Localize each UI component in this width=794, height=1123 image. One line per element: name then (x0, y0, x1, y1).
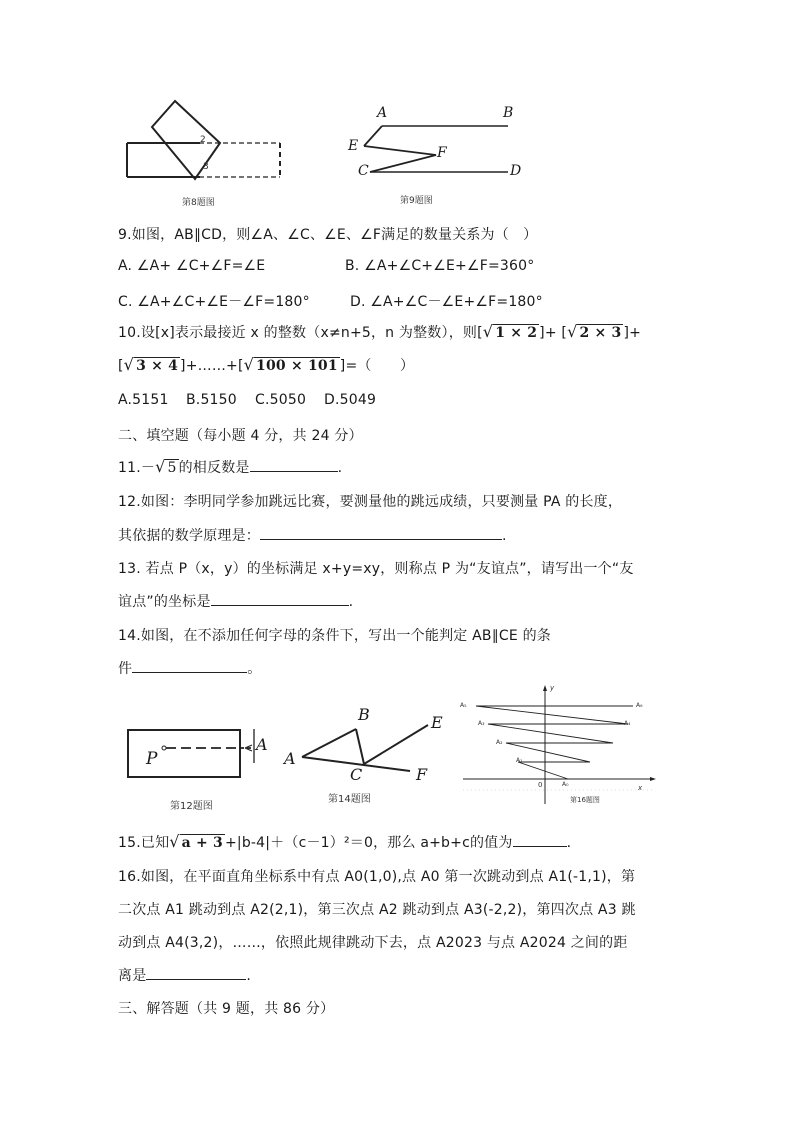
question-10-mid-3: ]+……+[ (180, 358, 244, 374)
figure-12 (120, 715, 280, 815)
sqrt-1x2: √ 1 × 2 (482, 322, 538, 341)
figure-16-caption: 第16题图 (570, 796, 600, 804)
figure-14-label-C: C (350, 765, 363, 784)
figure-14 (280, 705, 460, 810)
question-16-line-3: 动到点 A4(3,2)，……，依照此规律跳动下去，点 A2023 与点 A2024 之间的距 (118, 935, 628, 951)
figure-16-label-A3: A₃ (478, 720, 485, 727)
question-15-end: . (566, 835, 572, 851)
question-12-line-2 (118, 525, 507, 545)
question-9-option-d: D. ∠A+∠C－∠E+∠F=180° (350, 294, 543, 310)
question-12-line-1: 12.如图：李明同学参加跳远比赛，要测量他的跳远成绩，只要测量 PA 的长度， (118, 494, 623, 510)
question-10-mid-2: ]+ (623, 325, 642, 341)
section-2-heading: 二、填空题（每小题 4 分，共 24 分） (118, 428, 363, 444)
question-15-suffix: +|b-4|＋（c－1）²＝0，那么 a+b+c的值为 (224, 835, 513, 851)
answer-blank-16[interactable] (146, 965, 246, 980)
figure-8 (120, 95, 295, 208)
question-14-line-2 (118, 658, 261, 678)
figure-14-label-A: A (284, 749, 296, 768)
question-11-suffix: 的相反数是 (178, 460, 250, 476)
figure-14-label-E: E (431, 713, 443, 732)
figure-16-label-A1: A₁ (516, 757, 523, 764)
question-11-end: . (337, 460, 343, 476)
question-13-end: . (348, 594, 354, 610)
question-16-line-2: 二次点 A1 跳动到点 A2(2,1)，第三次点 A2 跳动到点 A3(-2,2)，第四次点 A3 跳 (118, 902, 636, 918)
question-14-line-1: 14.如图，在不添加任何字母的条件下，写出一个能判定 AB∥CE 的条 (118, 628, 551, 644)
figure-8-angle-2: 2 (200, 135, 206, 145)
question-10-suffix: ]=（ ） (339, 358, 415, 374)
figure-16-y-axis-label: y (550, 684, 555, 692)
figure-16-label-A2: A₂ (496, 739, 503, 746)
figure-9-label-E: E (348, 138, 359, 154)
question-13-line-2 (118, 591, 353, 611)
figure-9-caption: 第9题图 (400, 196, 433, 206)
question-16-line-4-text: 离是 (118, 968, 147, 984)
figure-14-label-B: B (358, 705, 370, 724)
question-14-end: 。 (247, 661, 262, 677)
question-10-line-1 (118, 322, 641, 342)
sqrt-2x3: √ 2 × 3 (567, 322, 622, 341)
figure-9-label-C: C (358, 163, 369, 179)
figure-14-caption: 第14题图 (328, 794, 371, 805)
question-10-line-2-prefix: [ (118, 358, 124, 374)
figure-16-diagram (458, 682, 658, 807)
question-10-mid-1: ]+ [ (539, 325, 568, 341)
sqrt-5: √ 5 (155, 457, 177, 476)
question-12-line-2-text: 其依据的数学原理是： (118, 528, 260, 544)
question-15-prefix: 15.已知 (118, 835, 170, 851)
question-16-line-1: 16.如图，在平面直角坐标系中有点 A0(1,0),点 A0 第一次跳动到点 A1(-1,1)，第 (118, 869, 636, 885)
question-11 (118, 457, 342, 477)
figure-9-label-D: D (510, 163, 522, 179)
answer-blank-14[interactable] (132, 658, 247, 673)
figure-16 (458, 682, 658, 812)
figure-9-label-F: F (437, 145, 447, 161)
figure-16-label-A0: A₀ (562, 781, 569, 788)
question-13-line-2-text: 谊点”的坐标是 (118, 594, 211, 610)
question-16-end: . (246, 968, 252, 984)
figure-12-caption: 第12题图 (170, 801, 213, 812)
question-11-prefix: 11.－ (118, 460, 156, 476)
figure-9 (340, 100, 540, 208)
question-10-options (118, 392, 376, 408)
question-10-option-a: A.5151 (118, 392, 169, 408)
question-10-option-d: D.5049 (324, 392, 377, 408)
question-15 (118, 832, 571, 852)
figure-12-label-P: P (146, 749, 158, 769)
answer-blank-11[interactable] (250, 457, 338, 472)
sqrt-a-plus-3: √ a + 3 (169, 832, 223, 851)
section-3-heading: 三、解答题（共 9 题，共 86 分） (118, 1001, 335, 1017)
figure-16-x-axis-label: x (638, 784, 643, 792)
question-10-line-2 (118, 355, 414, 375)
figure-16-origin-label: 0 (538, 781, 543, 789)
question-12-end: . (502, 528, 507, 544)
question-16-line-4 (118, 965, 251, 985)
figure-14-label-F: F (416, 765, 428, 784)
figure-8-diagram (120, 95, 295, 205)
answer-blank-12[interactable] (260, 525, 502, 540)
question-13-line-1: 13. 若点 P（x，y）的坐标满足 x+y=xy，则称点 P 为“友谊点”，请写出一个“友 (118, 561, 634, 577)
figure-16-label-A4: A₄ (624, 720, 631, 727)
figure-16-label-A6: A₆ (636, 702, 643, 709)
answer-blank-13[interactable] (211, 591, 349, 606)
answer-blank-15[interactable] (513, 832, 567, 847)
figure-9-label-A: A (377, 105, 388, 121)
question-9-option-c: C. ∠A+∠C+∠E－∠F=180° (118, 294, 310, 310)
sqrt-100x101: √ 100 × 101 (243, 355, 338, 374)
question-9-option-b: B. ∠A+∠C+∠E+∠F=360° (345, 258, 535, 274)
figure-12-label-A: A (256, 735, 268, 754)
question-10-option-c: C.5050 (255, 392, 307, 408)
question-9-option-a: A. ∠A+ ∠C+∠F=∠E (118, 258, 266, 274)
figure-8-caption: 第8题图 (182, 198, 215, 208)
question-9-stem: 9.如图，AB∥CD，则∠A、∠C、∠E、∠F满足的数量关系为（ ） (118, 227, 538, 243)
figure-16-label-A5: A₅ (460, 702, 467, 709)
figure-9-label-B: B (503, 105, 514, 121)
sqrt-3x4: √ 3 × 4 (123, 355, 179, 374)
question-10-option-b: B.5150 (186, 392, 237, 408)
question-14-line-2-text: 件 (118, 661, 133, 677)
figure-8-angle-3: 3 (203, 162, 209, 172)
question-10-prefix: 10.设[x]表示最接近 x 的整数（x≠n+5，n 为整数），则[ (118, 325, 483, 341)
